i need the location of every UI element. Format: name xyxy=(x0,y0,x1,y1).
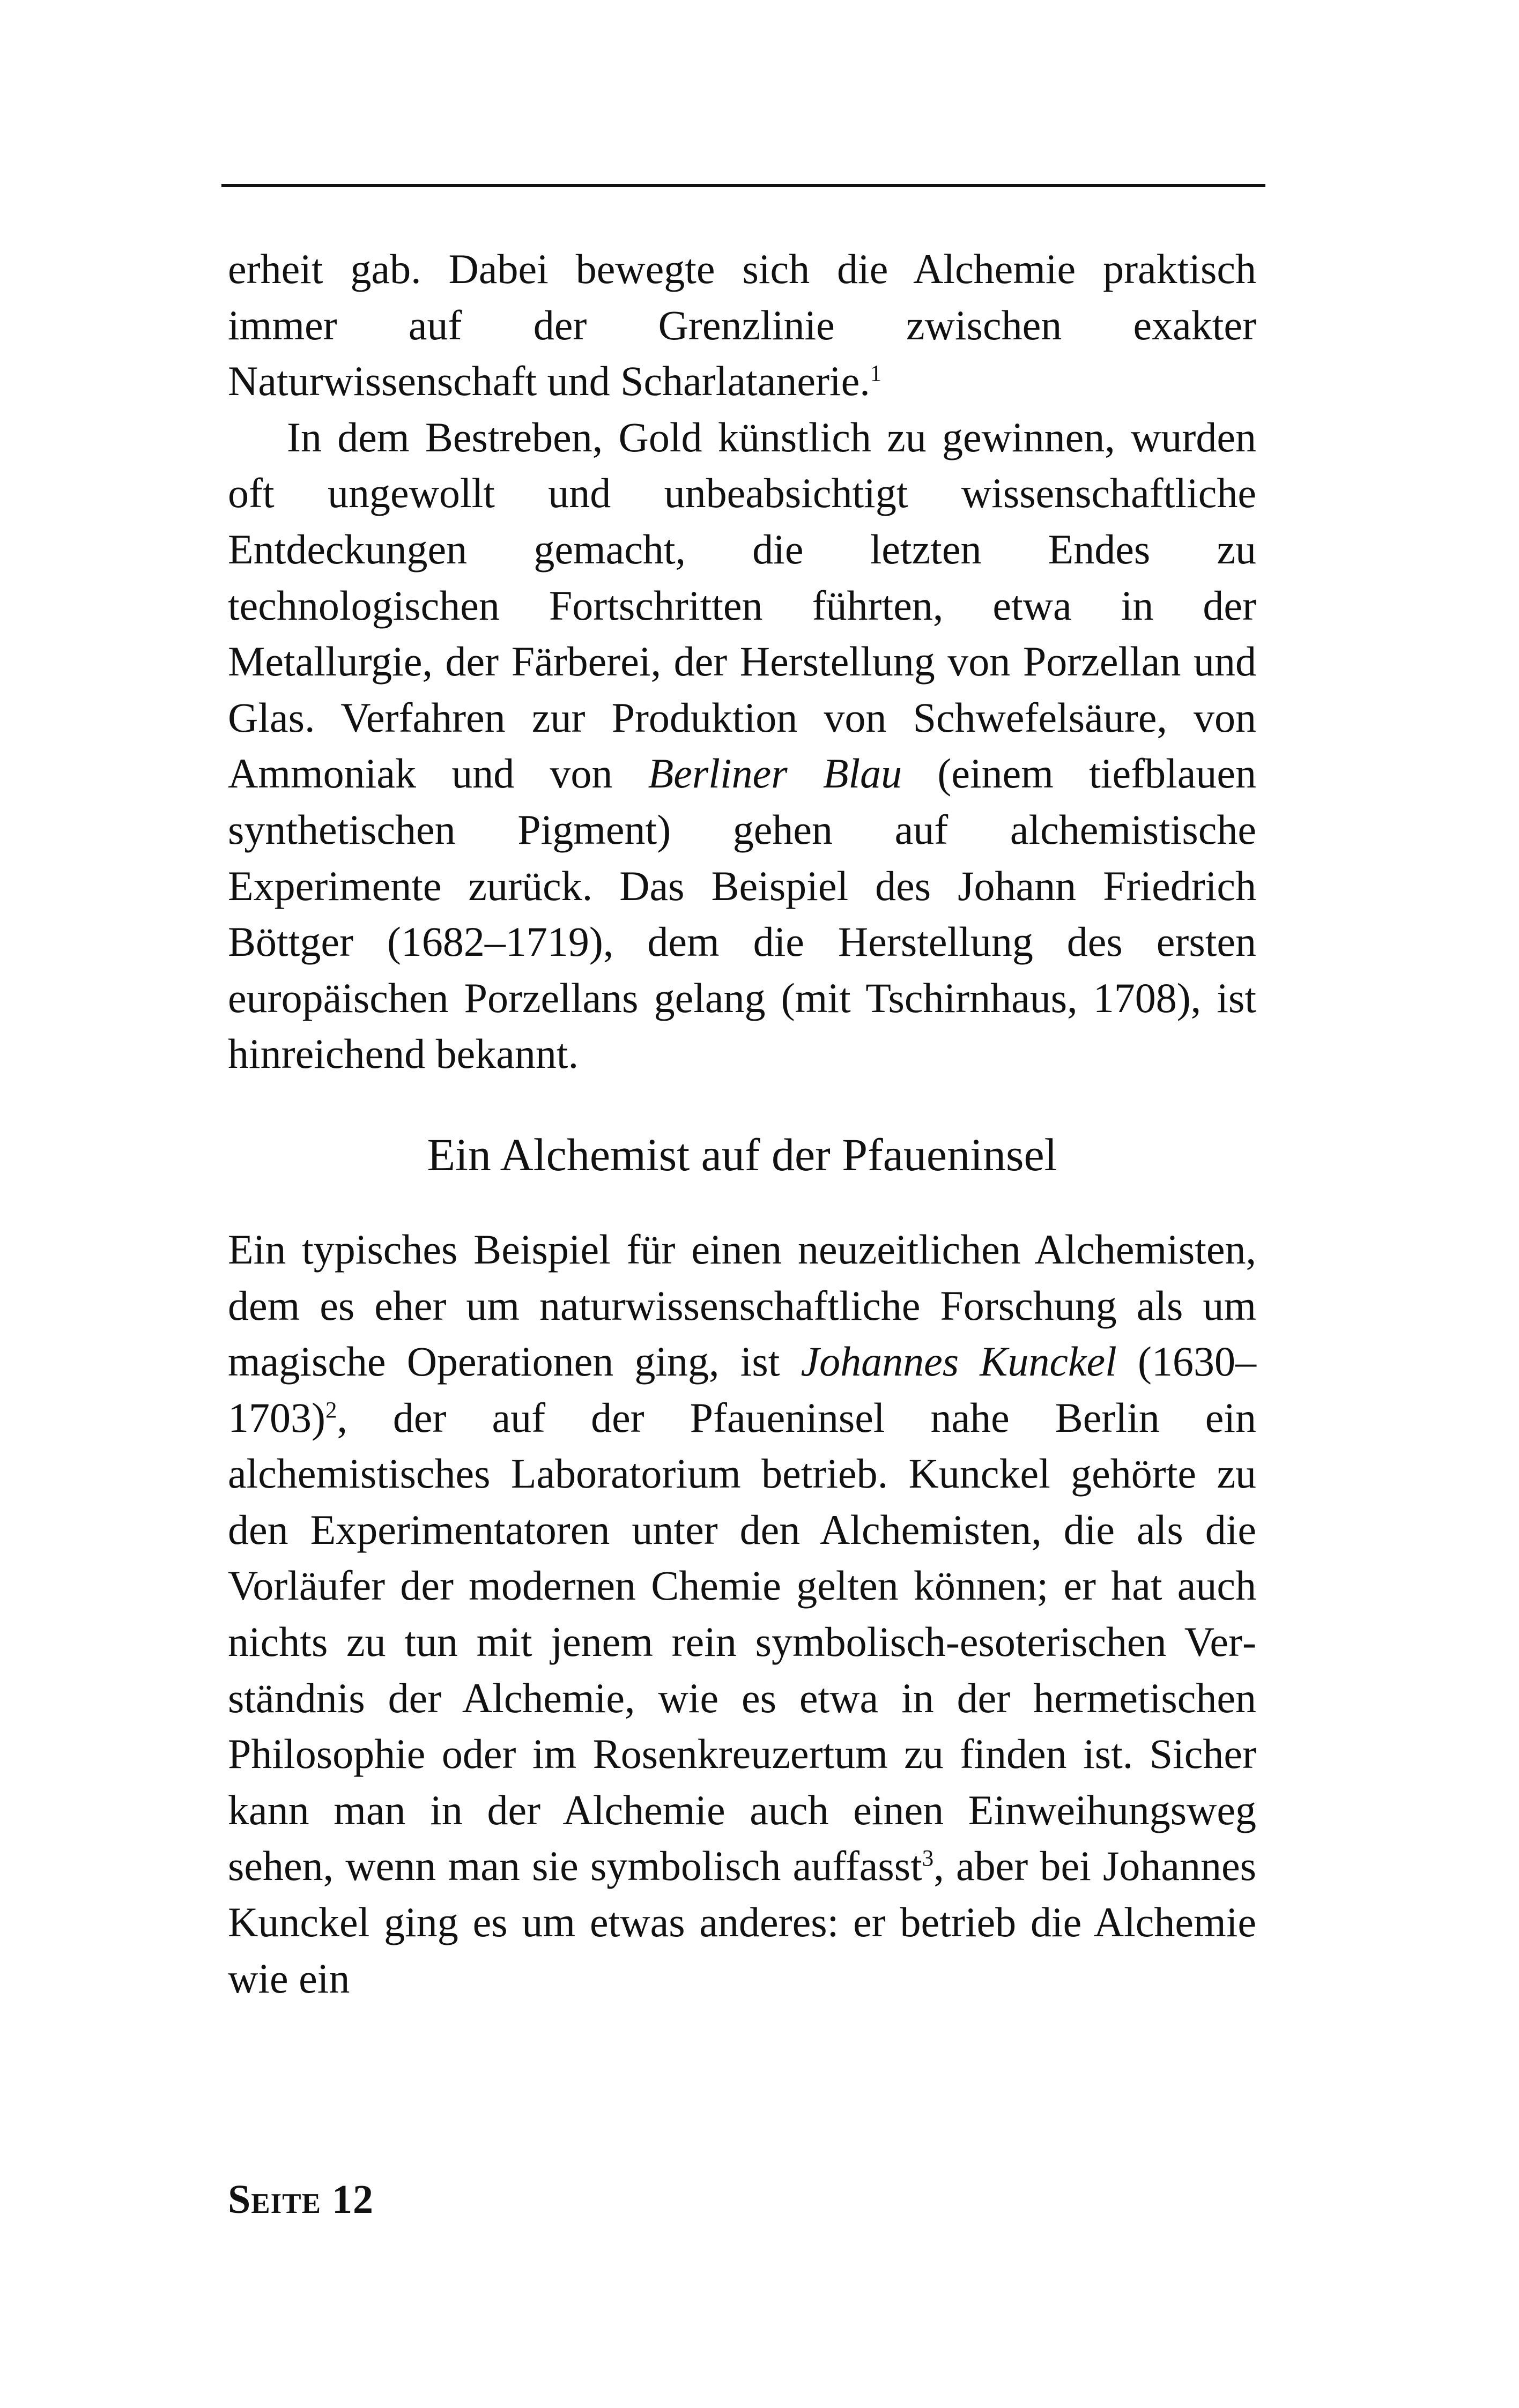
paragraph-2-text-a: In dem Bestreben, Gold künstlich zu gewinnen, wurden oft ungewollt und unbeabsichtigt wissenschaftliche Entdeckungen gemacht, die letzten Endes zu technologischen Fortschritten führten, etwa in der Metallurgie, der Färberei, der Herstellung von Porzellan und Glas. Verfahren zur Produktion von Schwefelsäure, von Ammoniak und von xyxy=(228,413,1256,797)
page-number: Seite 12 xyxy=(228,2177,374,2222)
paragraph-3-text-b: , der auf der Pfaueninsel nahe Berlin ein alchemistisches Laboratorium betrieb. Kunckel gehörte zu den Experimentatoren unter den Alchemisten, die als die Vorläufer der modernen Chemie gelten können; er hat auch nichts zu tun mit jenem rein symbolisch-esoterischen Verständnis der Alchemie, wie es etwa in der hermetischen Philosophie oder im Rosenkreuzertum zu finden ist. Sicher kann man in der Alchemie auch einen Einweihungsweg sehen, wenn man sie symbolisch auffasst xyxy=(228,1394,1256,1890)
footnote-marker-3[interactable]: 3 xyxy=(922,1846,934,1871)
footnote-marker-1[interactable]: 1 xyxy=(870,361,882,387)
header-rule xyxy=(221,184,1265,187)
paragraph-1-text: erheit gab. Dabei bewegte sich die Alchemie praktisch immer auf der Grenzlinie zwischen exakter Naturwissenschaft und Scharlatanerie. xyxy=(228,246,1256,405)
paragraph-continuation xyxy=(228,241,1256,410)
term-berliner-blau: Berliner Blau xyxy=(648,750,902,797)
paragraph-gold xyxy=(228,410,1256,1082)
footnote-marker-2[interactable]: 2 xyxy=(325,1398,337,1423)
paragraph-2-text-b: (einem tiefblauen synthetischen Pigment) gehen auf alchemistische Experimente zurück. Das Beispiel des Johann Friedrich Böttger (1682–1719), dem die Herstellung des ersten europäischen Porzellans gelang (mit Tschirnhaus, 1708), ist hinreichend bekannt. xyxy=(228,750,1256,1077)
name-johannes-kunckel: Johannes Kunckel xyxy=(801,1338,1117,1385)
paragraph-3-text-a: Ein typisches Beispiel für einen neuzeitlichen Alchemisten, dem es eher um naturwissenschaftliche Forschung als um magische Operationen ging, ist xyxy=(228,1225,1256,1385)
page-body xyxy=(228,241,1256,2006)
paragraph-3-text-c: , aber bei Johannes Kunckel ging es um etwas anderes: er betrieb die Alchemie wie ein xyxy=(228,1842,1256,2002)
section-heading: Ein Alchemist auf der Pfaueninsel xyxy=(427,1128,1057,1180)
paragraph-kunckel xyxy=(228,1222,1256,2006)
paragraph-3-years: (1630–1703) xyxy=(228,1338,1256,1441)
